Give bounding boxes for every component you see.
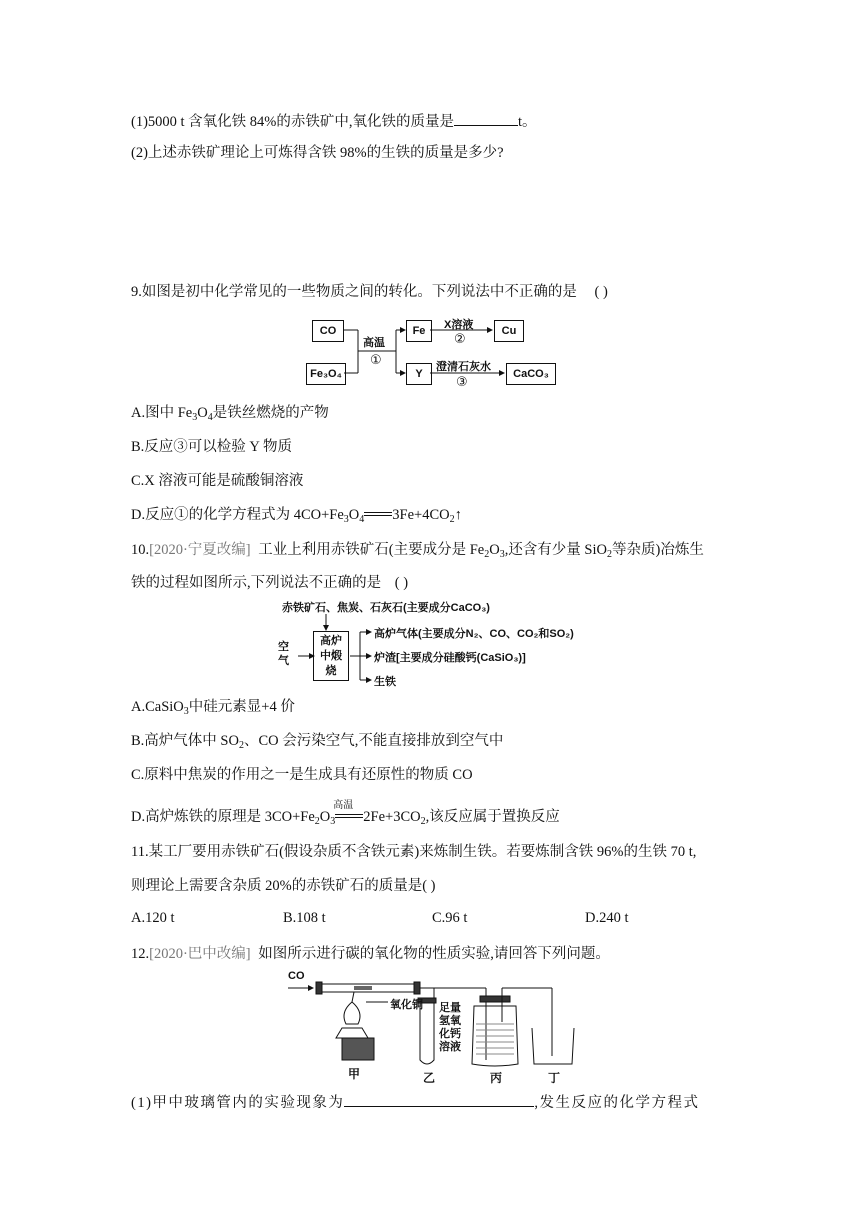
caco3-box: CaCO₃ — [506, 363, 556, 385]
q8-part1 — [131, 111, 537, 132]
q10-option-a[interactable] — [131, 697, 295, 717]
option-text: 2Fe+3CO — [363, 809, 421, 825]
q9-option-a[interactable] — [131, 403, 329, 423]
option-text: 是铁丝燃烧的产物 — [212, 405, 329, 421]
copper-oxide-label: 氧化铜 — [390, 999, 423, 1011]
answer-paren[interactable]: ( ) — [594, 284, 608, 300]
q12-apparatus — [286, 970, 578, 1085]
subscript: 3 — [343, 514, 349, 525]
fe3o4-box: Fe₃O₄ — [306, 363, 346, 385]
part-text: (1)甲中玻璃管内的实验现象为 — [131, 1095, 345, 1111]
stem-text: 等杂质)冶炼生 — [612, 542, 704, 558]
option-text: A.CaSiO — [131, 699, 184, 715]
q9-stem — [131, 282, 608, 302]
q11-stem-line2: 则理论上需要含杂质 20%的赤铁矿石的质量是( ) — [131, 878, 436, 894]
q8-part2: (2)上述赤铁矿理论上可炼得含铁 98%的生铁的质量是多少? — [131, 145, 504, 161]
reagent-label: 足量氢氧化钙溶液 — [439, 1002, 461, 1053]
subscript: 4 — [359, 514, 365, 525]
co-inlet-label: CO — [288, 970, 305, 982]
x-solution-label: X溶液 — [444, 319, 474, 331]
stem-text: 如图所示进行碳的氧化物的性质实验,请回答下列问题。 — [258, 946, 610, 962]
furnace-gas-label: 高炉气体(主要成分N₂、CO、CO₂和SO₂) — [374, 628, 574, 640]
subscript: 2 — [449, 514, 455, 525]
source-tag: [2020·宁夏改编] — [149, 542, 251, 558]
answer-paren[interactable]: ( ) — [394, 575, 409, 591]
equation-equals — [333, 800, 363, 821]
furnace-box: 高炉中煅烧 — [313, 631, 349, 681]
option-text: B.高炉气体中 SO — [131, 733, 239, 749]
cu-box: Cu — [494, 320, 524, 342]
slag-label: 炉渣[主要成分硅酸钙(CaSiO₃)] — [374, 652, 526, 664]
option-text: A.图中 Fe — [131, 405, 193, 421]
q11-option-d[interactable]: D.240 t — [585, 910, 629, 926]
condition-label: 高温 — [333, 800, 354, 811]
option-text: D.高炉炼铁的原理是 3CO+Fe — [131, 809, 315, 825]
subscript: 2 — [607, 549, 613, 560]
option-text: ,该反应属于置换反应 — [425, 809, 560, 825]
co-box: CO — [312, 320, 344, 342]
subscript: 3 — [330, 816, 336, 827]
subscript: 2 — [484, 549, 490, 560]
q11-option-a[interactable]: A.120 t — [131, 910, 175, 926]
subscript: 2 — [238, 740, 244, 751]
step3-label: ③ — [456, 374, 468, 389]
q9-option-d[interactable]: D.反应①的化学方程式为 $4CO+Fe_3O_4$ $3Fe+4CO_2↑$ — [131, 507, 462, 525]
gas-arrow: ↑ — [454, 507, 462, 523]
y-box: Y — [406, 363, 432, 385]
subscript: 2 — [420, 816, 426, 827]
apparatus-drawing — [286, 972, 578, 1082]
stem-text: 铁的过程如图所示,下列说法不正确的是 — [131, 575, 382, 591]
q10-option-d[interactable]: D.高炉炼铁的原理是 $3CO+Fe_2O_3$ 高温 $2Fe+3CO_2$,该反应属于置换反应 — [131, 807, 560, 827]
limewater-label: 澄清石灰水 — [436, 361, 491, 373]
q9-diagram — [300, 316, 560, 389]
label-yi: 乙 — [423, 1071, 436, 1085]
q10-stem-line1 — [131, 540, 704, 560]
step1-label: ① — [370, 352, 382, 367]
q8-part1-unit: t。 — [518, 114, 537, 130]
option-text: D.反应①的化学方程式为 4CO+Fe — [131, 507, 344, 523]
q9-stem-text: 9.如图是初中化学常见的一些物质之间的转化。下列说法中不正确的是 — [131, 284, 577, 300]
fe-box: Fe — [406, 320, 432, 342]
q11-option-c[interactable]: C.96 t — [432, 910, 468, 926]
option-text: 中硅元素显+4 价 — [188, 699, 295, 715]
air-label: 空气 — [278, 641, 289, 667]
subscript: 3 — [183, 706, 189, 717]
raw-materials-label: 赤铁矿石、焦炭、石灰石(主要成分CaCO₃) — [282, 602, 490, 614]
option-text: O — [197, 405, 208, 421]
q10-diagram — [276, 598, 596, 690]
question-number: 12. — [131, 946, 150, 962]
q10-stem-line2 — [131, 573, 408, 593]
subscript: 4 — [207, 412, 213, 423]
step2-label: ② — [454, 331, 466, 346]
q11-stem-line1: 11.某工厂要用赤铁矿石(假设杂质不含铁元素)来炼制生铁。若要炼制含铁 96%的生铁 70 t, — [131, 844, 697, 860]
equation-equals — [364, 507, 392, 519]
stem-text: 工业上利用赤铁矿石(主要成分是 Fe — [258, 542, 485, 558]
option-text: 3Fe+4CO — [392, 507, 450, 523]
q12-stem — [131, 944, 610, 964]
q9-option-c[interactable]: C.X 溶液可能是硫酸铜溶液 — [131, 473, 304, 489]
stem-text: O — [489, 542, 500, 558]
stem-text: ,还含有少量 SiO — [504, 542, 608, 558]
q9-option-b[interactable]: B.反应③可以检验 Y 物质 — [131, 439, 292, 455]
q12-part1 — [131, 1092, 700, 1113]
answer-blank[interactable] — [454, 111, 518, 126]
q10-option-c[interactable]: C.原料中焦炭的作用之一是生成具有还原性的物质 CO — [131, 767, 473, 783]
question-number: 10. — [131, 542, 150, 558]
cond-high-temp: 高温 — [363, 337, 385, 349]
q8-part1-text: (1)5000 t 含氧化铁 84%的赤铁矿中,氧化铁的质量是 — [131, 114, 455, 130]
label-bing: 丙 — [490, 1071, 503, 1085]
subscript: 2 — [314, 816, 320, 827]
q10-option-b[interactable] — [131, 731, 503, 751]
source-tag: [2020·巴中改编] — [149, 946, 251, 962]
subscript: 3 — [192, 412, 198, 423]
option-text: 、CO 会污染空气,不能直接排放到空气中 — [243, 733, 504, 749]
answer-blank[interactable] — [344, 1092, 534, 1107]
q11-option-b[interactable]: B.108 t — [283, 910, 326, 926]
part-text: ,发生反应的化学方程式 — [534, 1095, 700, 1111]
label-jia: 甲 — [348, 1067, 361, 1081]
label-ding: 丁 — [548, 1071, 561, 1085]
pig-iron-label: 生铁 — [374, 676, 396, 688]
subscript: 3 — [499, 549, 505, 560]
